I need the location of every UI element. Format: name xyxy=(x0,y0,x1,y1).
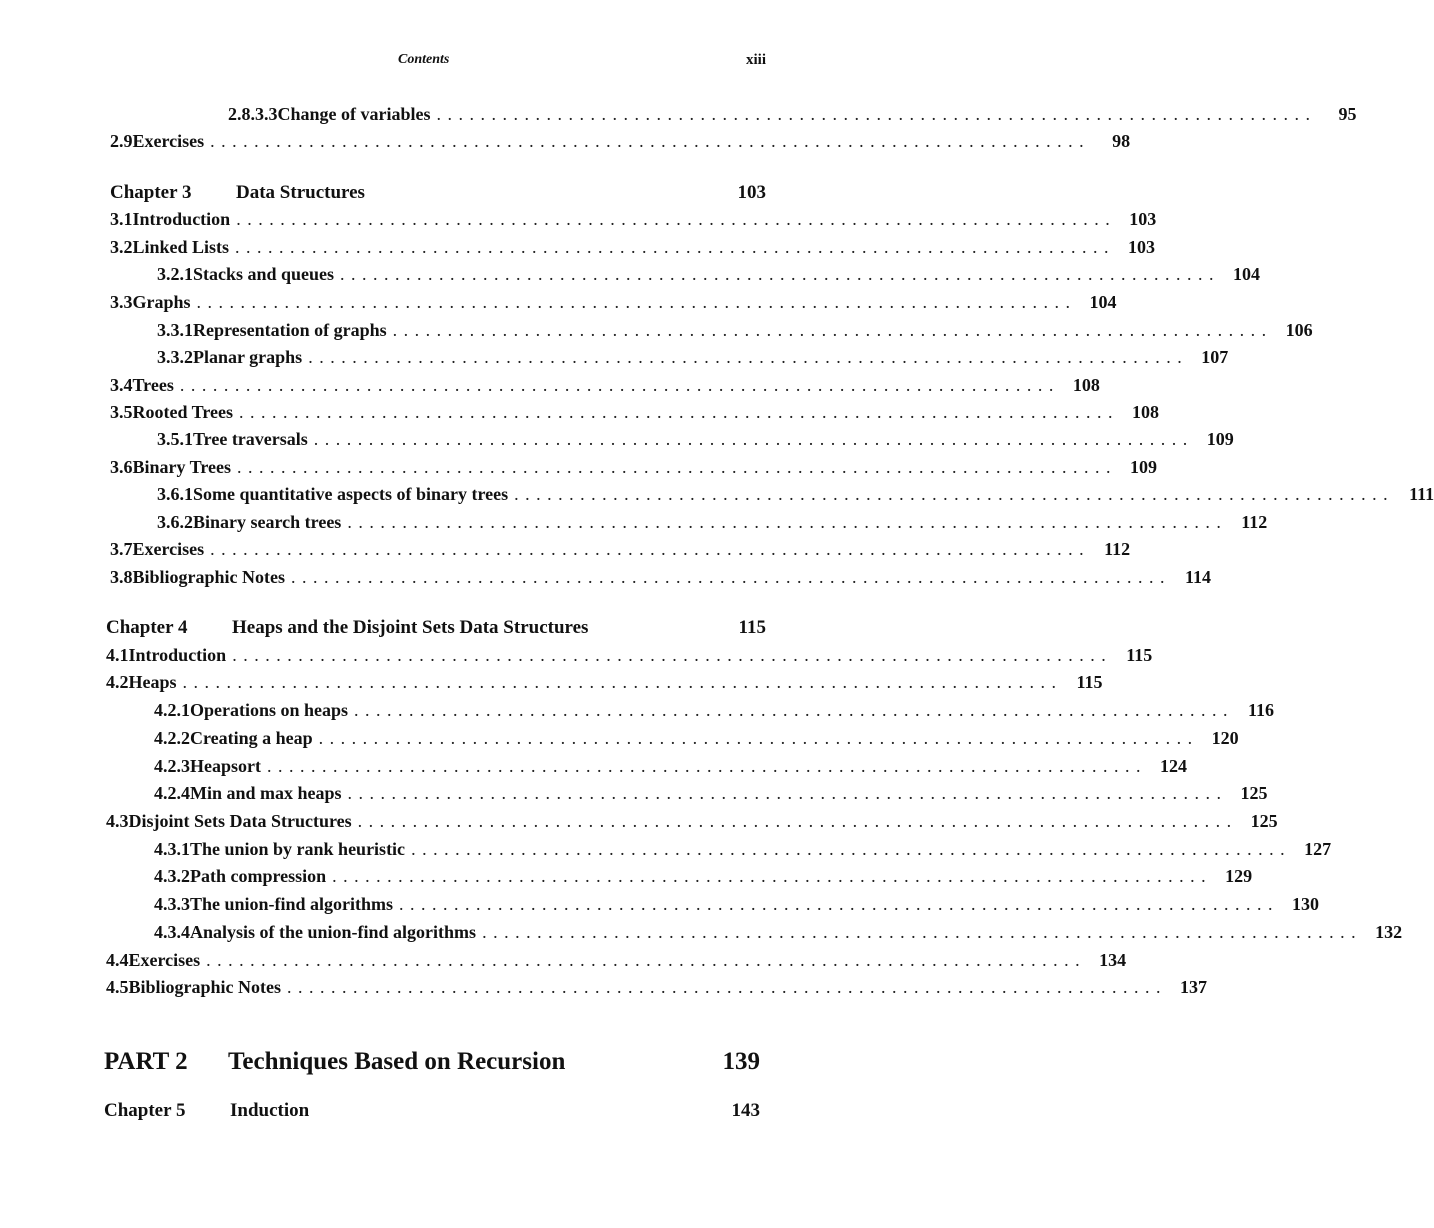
toc-entry-number: 4.2.2 xyxy=(154,728,190,748)
dot-leader: ................................................................................ xyxy=(232,645,1113,665)
toc-entry-number: 4.3.3 xyxy=(154,894,190,914)
toc-entry-title: Exercises xyxy=(132,539,205,559)
toc-entry xyxy=(157,484,1434,508)
toc-entry xyxy=(110,292,1117,316)
toc-entry-title: Change of variables xyxy=(277,104,431,124)
toc-entry-page: 116 xyxy=(1248,700,1275,720)
dot-leader: ................................................................................ xyxy=(210,539,1091,559)
toc-entry-number: 3.5.1 xyxy=(157,429,193,449)
toc-entry-title: Exercises xyxy=(132,131,205,151)
toc-entry-page: 125 xyxy=(1250,811,1278,831)
toc-entry-title: Linked Lists xyxy=(132,237,230,257)
dot-leader: ................................................................................ xyxy=(318,728,1199,748)
toc-entry-number: 3.2 xyxy=(110,237,133,257)
dot-leader: ................................................................................ xyxy=(236,209,1117,229)
toc-entry-page: 137 xyxy=(1180,977,1208,997)
toc-entry-number: 4.5 xyxy=(106,977,129,997)
dot-leader: ................................................................................ xyxy=(357,811,1238,831)
toc-entry-page: 107 xyxy=(1201,347,1229,367)
dot-leader: ................................................................................ xyxy=(313,429,1194,449)
dot-leader: ................................................................................ xyxy=(267,756,1147,776)
toc-entry-page: 120 xyxy=(1211,728,1239,748)
toc-entry-page: 115 xyxy=(1126,645,1153,665)
toc-entry xyxy=(110,209,1157,233)
toc-entry-number: 4.3.1 xyxy=(154,839,190,859)
toc-entry-title: Binary search trees xyxy=(193,512,342,532)
toc-entry xyxy=(154,894,1320,918)
toc-entry xyxy=(154,783,1268,807)
part-heading xyxy=(104,1048,766,1080)
dot-leader: ................................................................................ xyxy=(436,104,1317,124)
toc-entry-number: 4.3.4 xyxy=(154,922,190,942)
toc-entry-page: 103 xyxy=(1129,209,1157,229)
running-head-page-number: xiii xyxy=(746,52,767,68)
toc-entry-number: 4.1 xyxy=(106,645,129,665)
toc-entry xyxy=(106,977,1208,1001)
toc-entry-page: 129 xyxy=(1225,866,1253,886)
toc-entry-title: Heaps xyxy=(128,672,177,692)
toc-entry xyxy=(154,728,1239,752)
dot-leader: ................................................................................ xyxy=(392,320,1273,340)
dot-leader: ................................................................................ xyxy=(235,237,1116,257)
toc-entry-page: 109 xyxy=(1130,457,1157,477)
toc-entry xyxy=(106,950,1127,974)
toc-entry-title: The union-find algorithms xyxy=(190,894,394,914)
toc-chapter-entry xyxy=(106,617,766,641)
toc-entry xyxy=(157,429,1234,453)
toc-entry xyxy=(157,264,1261,288)
toc-entry xyxy=(110,457,1157,481)
dot-leader: ................................................................................ xyxy=(182,672,1063,692)
chapter-title: Induction xyxy=(230,1100,310,1121)
chapter-page: 143 xyxy=(731,1100,760,1121)
toc-entry-page: 111 xyxy=(1409,484,1434,504)
toc-entry-page: 108 xyxy=(1072,375,1100,395)
toc-entry-title: Heapsort xyxy=(190,756,261,776)
toc-entry xyxy=(110,567,1212,591)
toc-entry-number: 3.4 xyxy=(110,375,133,395)
toc-entry xyxy=(157,320,1313,344)
toc-entry-page: 125 xyxy=(1240,783,1268,803)
toc-entry xyxy=(110,131,1131,155)
toc-entry-title: Trees xyxy=(132,375,174,395)
toc-entry xyxy=(154,866,1253,890)
toc-entry xyxy=(154,839,1332,863)
toc-entry-number: 4.3 xyxy=(106,811,129,831)
toc-entry-title: The union by rank heuristic xyxy=(190,839,406,859)
toc-entry-page: 112 xyxy=(1241,512,1268,532)
dot-leader: ................................................................................ xyxy=(291,567,1172,587)
toc-entry-number: 3.3 xyxy=(110,292,133,312)
toc-entry-number: 3.3.1 xyxy=(157,320,193,340)
toc-entry-number: 4.3.2 xyxy=(154,866,190,886)
toc-entry-number: 2.8.3.3 xyxy=(228,104,278,124)
toc-entry-number: Chapter 3 xyxy=(110,182,192,203)
toc-entry xyxy=(110,375,1100,399)
toc-entry-title: Disjoint Sets Data Structures xyxy=(128,811,352,831)
toc-entry-number: 3.6.2 xyxy=(157,512,193,532)
dot-leader: ................................................................................ xyxy=(482,922,1363,942)
running-head xyxy=(0,52,869,72)
toc-entry-page: 106 xyxy=(1285,320,1313,340)
toc-entry-title: Binary Trees xyxy=(132,457,231,477)
toc-entry-number: 3.8 xyxy=(110,567,133,587)
toc-entry-page: 108 xyxy=(1132,402,1159,422)
dot-leader: ................................................................................ xyxy=(196,292,1077,312)
toc-entry-page: 103 xyxy=(1128,237,1156,257)
dot-leader: ................................................................................ xyxy=(308,347,1189,367)
toc-entry xyxy=(154,756,1187,780)
toc-entry-title: Tree traversals xyxy=(193,429,308,449)
dot-leader: ................................................................................ xyxy=(179,375,1060,395)
dot-leader: ................................................................................ xyxy=(347,783,1228,803)
chapter-5-heading xyxy=(104,1100,760,1126)
dot-leader: ................................................................................ xyxy=(287,977,1168,997)
toc-entry-page: 127 xyxy=(1304,839,1332,859)
toc-entry xyxy=(106,672,1103,696)
running-head-title: Contents xyxy=(398,52,450,67)
toc-entry-title: Stacks and queues xyxy=(193,264,335,284)
toc-entry xyxy=(157,347,1229,371)
toc-entry-page: 112 xyxy=(1104,539,1131,559)
toc-entry-page: 109 xyxy=(1206,429,1234,449)
toc-entry-page: 132 xyxy=(1375,922,1403,942)
toc-entry-title: Min and max heaps xyxy=(190,783,342,803)
toc-entry-title: Bibliographic Notes xyxy=(128,977,282,997)
toc-entry-number: Chapter 4 xyxy=(106,617,188,638)
toc-entry-number: 3.6.1 xyxy=(157,484,193,504)
dot-leader: ................................................................................ xyxy=(332,866,1213,886)
toc-entry xyxy=(110,539,1131,563)
dot-leader: ................................................................................ xyxy=(237,457,1117,477)
chapter-number: Chapter 5 xyxy=(104,1100,186,1121)
toc-entry-page: 115 xyxy=(738,617,766,638)
dot-leader: ................................................................................ xyxy=(206,950,1087,970)
toc-entry-page: 114 xyxy=(1185,567,1212,587)
part-number: PART 2 xyxy=(104,1048,188,1075)
dot-leader: ................................................................................ xyxy=(239,402,1119,422)
toc-entry-number: 2.9 xyxy=(110,131,133,151)
toc-entry xyxy=(154,700,1275,724)
toc-entry-page: 104 xyxy=(1089,292,1117,312)
dot-leader: ................................................................................ xyxy=(514,484,1395,504)
toc-entry-number: 3.3.2 xyxy=(157,347,193,367)
toc-entry-page: 103 xyxy=(737,182,766,203)
dot-leader: ................................................................................ xyxy=(411,839,1292,859)
dot-leader: ................................................................................ xyxy=(399,894,1280,914)
toc-entry xyxy=(110,237,1156,261)
toc-entry-number: 4.2.3 xyxy=(154,756,190,776)
toc-entry-title: Exercises xyxy=(128,950,201,970)
toc-entry-page: 130 xyxy=(1292,894,1320,914)
toc-entry xyxy=(110,402,1159,426)
toc-entry-number: 3.1 xyxy=(110,209,133,229)
toc-entry-title: Creating a heap xyxy=(190,728,313,748)
toc-entry-number: 3.5 xyxy=(110,402,133,422)
toc-entry-title: Path compression xyxy=(190,866,327,886)
toc-entry-number: 3.2.1 xyxy=(157,264,193,284)
dot-leader: ................................................................................ xyxy=(347,512,1228,532)
toc-entry xyxy=(106,811,1278,835)
toc-entry-title: Some quantitative aspects of binary trees xyxy=(193,484,509,504)
toc-entry-title: Analysis of the union-find algorithms xyxy=(190,922,477,942)
dot-leader: ................................................................................ xyxy=(210,131,1091,151)
toc-entry-title: Operations on heaps xyxy=(190,700,349,720)
toc-entry xyxy=(154,922,1403,946)
toc-entry-page: 98 xyxy=(1112,131,1131,151)
toc-entry-number: 4.2 xyxy=(106,672,129,692)
toc-entry-page: 104 xyxy=(1233,264,1261,284)
toc-entry-title: Introduction xyxy=(132,209,231,229)
toc-entry-number: 4.4 xyxy=(106,950,129,970)
toc-entry-page: 134 xyxy=(1099,950,1127,970)
toc-entry-title: Heaps and the Disjoint Sets Data Structures xyxy=(232,617,589,638)
dot-leader: ................................................................................ xyxy=(340,264,1221,284)
dot-leader: ................................................................................ xyxy=(354,700,1235,720)
toc-entry xyxy=(106,645,1153,669)
toc-entry-title: Planar graphs xyxy=(193,347,303,367)
toc-entry-number: 4.2.4 xyxy=(154,783,190,803)
part-page: 139 xyxy=(722,1048,760,1075)
toc-chapter-entry xyxy=(110,182,766,206)
toc-entry-page: 95 xyxy=(1338,104,1357,124)
toc-entry xyxy=(228,104,1357,128)
toc-entry-title: Bibliographic Notes xyxy=(132,567,286,587)
toc-entry-number: 4.2.1 xyxy=(154,700,190,720)
toc-entry-page: 115 xyxy=(1076,672,1103,692)
toc-entry-title: Representation of graphs xyxy=(193,320,387,340)
toc-entry-number: 3.7 xyxy=(110,539,133,559)
toc-entry-title: Graphs xyxy=(132,292,191,312)
toc-entry xyxy=(157,512,1268,536)
part-title: Techniques Based on Recursion xyxy=(228,1048,566,1075)
toc-entry-number: 3.6 xyxy=(110,457,133,477)
toc-entry-title: Rooted Trees xyxy=(132,402,233,422)
toc-entry-page: 124 xyxy=(1160,756,1187,776)
toc-entry-title: Introduction xyxy=(128,645,227,665)
toc-entry-title: Data Structures xyxy=(236,182,365,203)
